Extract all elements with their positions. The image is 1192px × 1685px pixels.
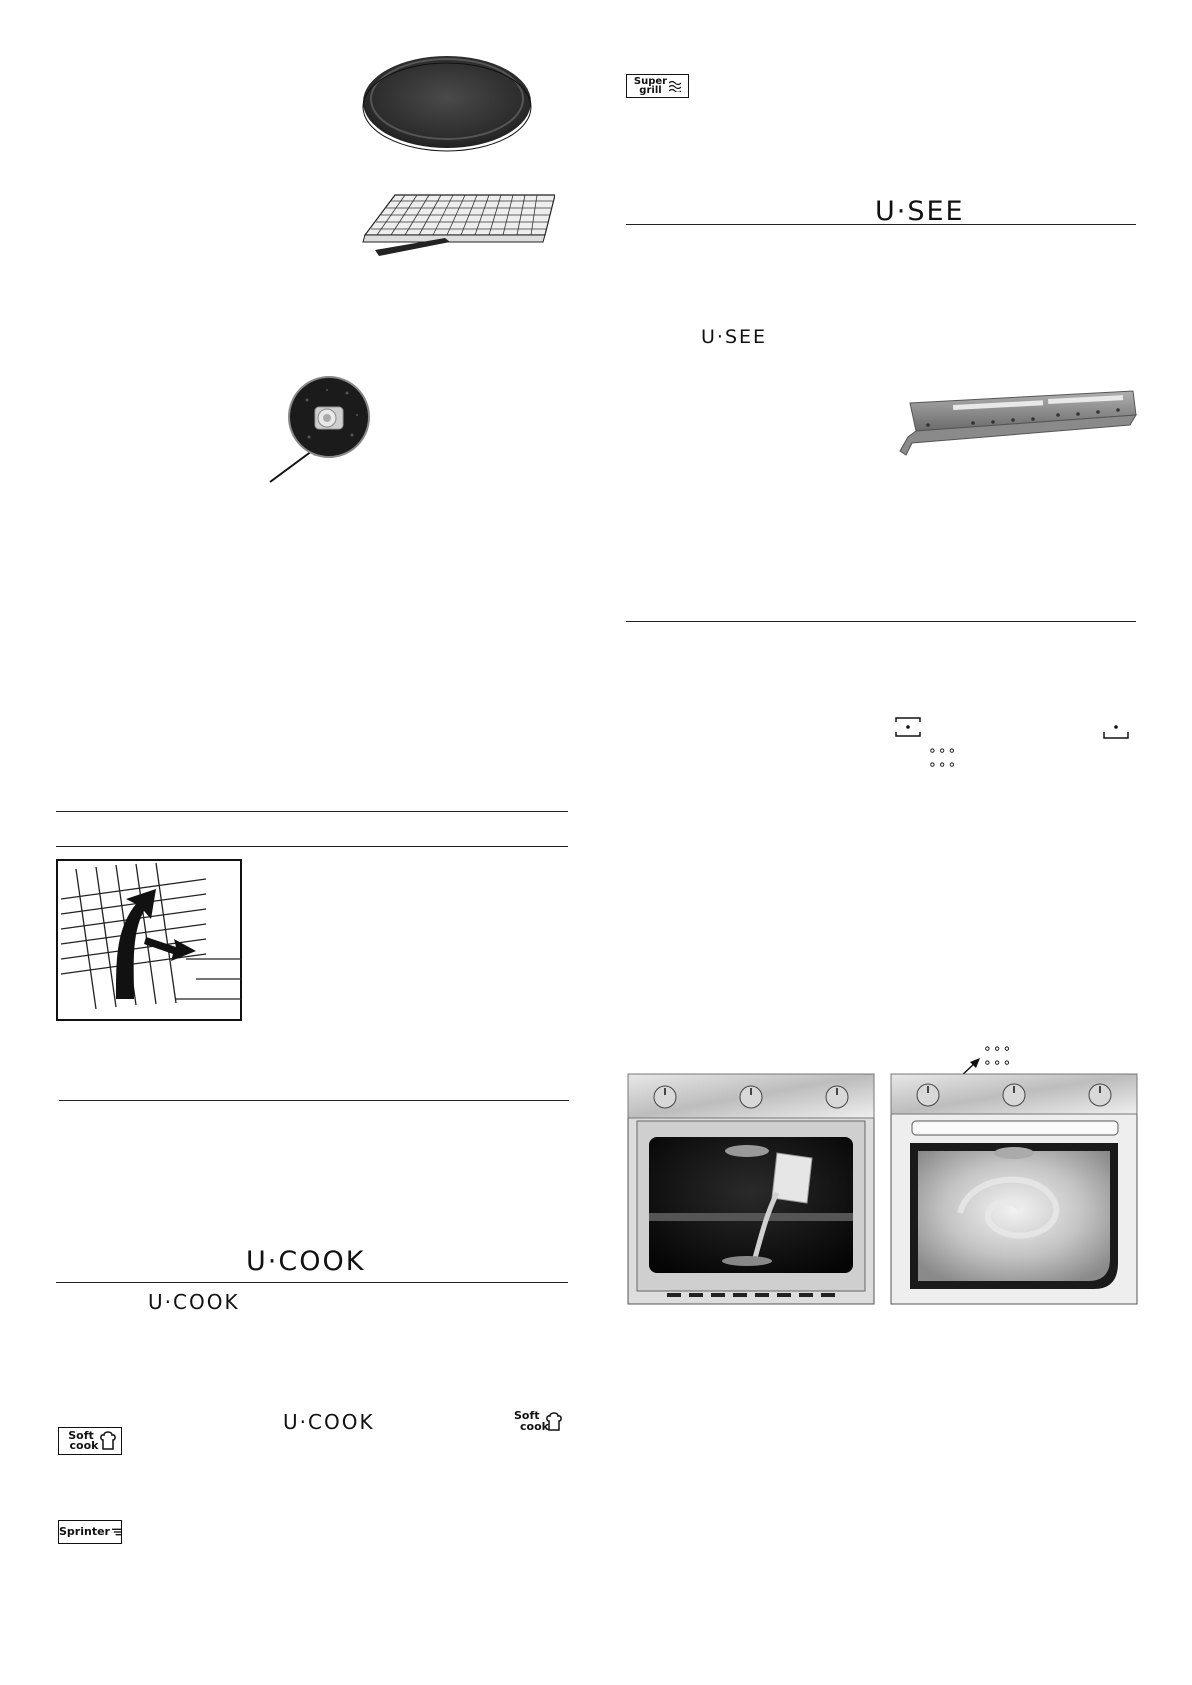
section-rule [626,621,1136,622]
ucook-logo-small: U·COOK [148,1290,240,1314]
chef-hat-icon [100,1431,116,1451]
soft-cook-small-line1: Soft [514,1409,540,1422]
bottom-heat-icon [1102,722,1130,740]
section-rule [59,1100,569,1101]
chef-hat-icon [546,1412,562,1432]
rack-removal-diagram [56,859,242,1021]
oven-pouring-water-image [627,1073,875,1305]
section-rule [56,846,568,847]
usee-logo-large: U·SEE [875,196,965,227]
sprinter-label: Sprinter [59,1524,110,1538]
grill-waves-icon [669,80,681,92]
pizza-tray-image [360,52,535,152]
soft-cook-small-line2: cook [520,1420,549,1433]
section-rule [626,224,1136,225]
soft-cook-badge [58,1427,122,1455]
water-drops-callout-icon: ∘∘∘ ∘∘∘ [983,1041,1013,1071]
section-rule [56,1282,568,1283]
soft-cook-icon-small [514,1410,564,1436]
section-rule [56,811,568,812]
ucook-logo-inline: U·COOK [283,1410,375,1434]
speed-lines-icon [112,1527,121,1537]
bracket-dot-icon [894,716,922,738]
soft-cook-line2: cook [69,1439,99,1452]
usee-logo-small: U·SEE [701,326,768,348]
usee-lamp-bar-image [898,385,1138,457]
fan-screw-detail-image [287,375,371,459]
super-grill-badge [626,74,689,98]
soft-cook-line1: Soft [68,1428,94,1442]
super-grill-line2: grill [639,85,662,96]
ucook-logo-large: U·COOK [246,1246,366,1277]
water-drops-icon: ∘∘∘ ∘∘∘ [928,743,958,773]
wire-grid-image [355,190,555,260]
sprinter-badge [58,1520,122,1544]
oven-cavity-diagram [55,350,270,570]
super-grill-line1: Super [633,75,668,87]
oven-steam-image [890,1073,1138,1305]
